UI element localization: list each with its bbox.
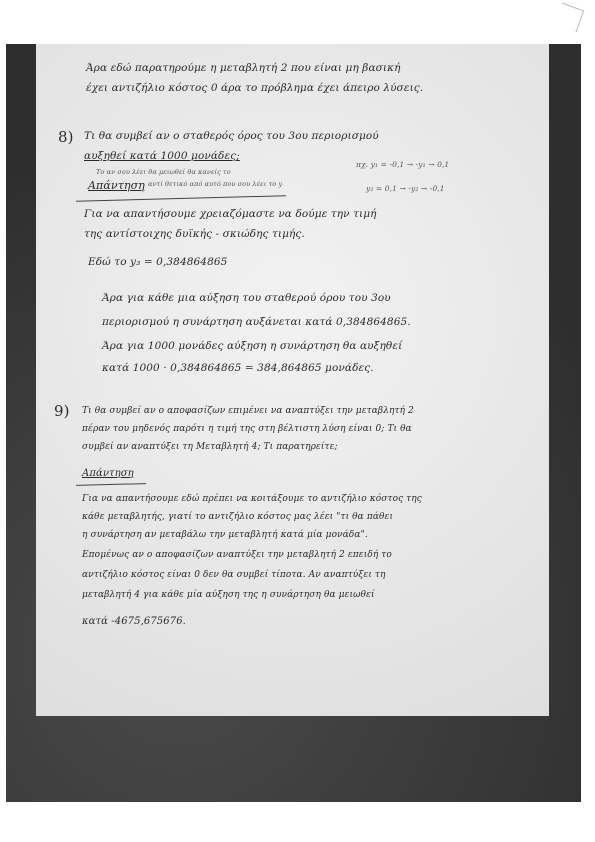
- q9-question-line-2: πέραν του μηδενός παρότι η τιμή της στη βέλτιστη λύση είναι 0; Τι θα: [82, 424, 412, 434]
- q8-question-line-2: αυξηθεί κατά 1000 μονάδες;: [84, 150, 240, 162]
- q8-number: 8): [58, 128, 74, 146]
- q8-body-line-1: Για να απαντήσουμε χρειαζόμαστε να δούμε την τιμή: [84, 208, 377, 220]
- scan-corner-mark: [555, 3, 584, 32]
- intro-line-2: έχει αντιζήλιο κόστος 0 άρα το πρόβλημα έχει άπειρο λύσεις.: [86, 82, 424, 94]
- q8-conclusion-line-1: Άρα για κάθε μια αύξηση του σταθερού όρου του 3ου: [102, 292, 391, 304]
- q8-answer-rule: [76, 195, 286, 201]
- q8-answer-label: Απάντηση: [88, 179, 145, 192]
- q8-side-formula-1: πχ. y₁ = -0,1 → -y₁ → 0,1: [356, 160, 450, 169]
- q9-answer-line-3: η συνάρτηση αν μεταβάλω την μεταβλητή κατά μία μονάδα".: [82, 530, 368, 540]
- q9-answer-line-2: κάθε μεταβλητής, γιατί το αντιζήλιο κόστος μας λέει "τι θα πάθει: [82, 512, 394, 522]
- intro-line-1: Άρα εδώ παρατηρούμε η μεταβλητή 2 που είναι μη βασική: [86, 62, 401, 74]
- q8-margin-note-1: Το αν σου λέει θα μειωθεί θα κανείς το: [96, 168, 231, 176]
- q8-conclusion-line-4: κατά 1000 · 0,384864865 = 384,864865 μονάδες.: [102, 362, 374, 374]
- q8-conclusion-line-2: περιορισμού η συνάρτηση αυξάνεται κατά 0,384864865.: [102, 316, 411, 328]
- q9-answer-line-5: αντιζήλιο κόστος είναι 0 δεν θα συμβεί τίποτα. Αν αναπτύξει τη: [82, 570, 386, 580]
- q9-question-line-3: συμβεί αν αναπτύξει τη Μεταβλητή 4; Τι παρατηρείτε;: [82, 442, 338, 452]
- handwritten-sheet: [36, 44, 549, 716]
- q8-side-formula-2: y₂ = 0,1 → -y₂ → -0,1: [366, 184, 445, 193]
- q8-conclusion-line-3: Άρα για 1000 μονάδες αύξηση η συνάρτηση θα αυξηθεί: [102, 340, 403, 352]
- q9-answer-line-4: Επομένως αν ο αποφασίζων αναπτύξει την μεταβλητή 2 επειδή το: [82, 550, 392, 560]
- q9-answer-line-7: κατά -4675,675676.: [82, 616, 186, 627]
- q9-question-line-1: Τι θα συμβεί αν ο αποφασίζων επιμένει να αναπτύξει την μεταβλητή 2: [82, 406, 414, 416]
- q8-y3-value: Εδώ το y₃ = 0,384864865: [88, 256, 228, 268]
- q9-answer-line-6: μεταβλητή 4 για κάθε μία αύξηση της η συνάρτηση θα μειωθεί: [82, 590, 375, 600]
- q9-answer-label: Απάντηση: [82, 468, 134, 479]
- q9-number: 9): [54, 402, 70, 420]
- q9-answer-rule: [76, 483, 146, 486]
- q8-margin-note-2: αντί θετικό από αυτό που σου λέει το y: [148, 180, 283, 188]
- q9-answer-line-1: Για να απαντήσουμε εδώ πρέπει να κοιτάξουμε το αντιζήλιο κόστος της: [82, 494, 422, 504]
- q8-question-line-1: Τι θα συμβεί αν ο σταθερός όρος του 3ου περιορισμού: [84, 130, 379, 142]
- q8-body-line-2: της αντίστοιχης δυϊκής - σκιώδης τιμής.: [84, 228, 305, 240]
